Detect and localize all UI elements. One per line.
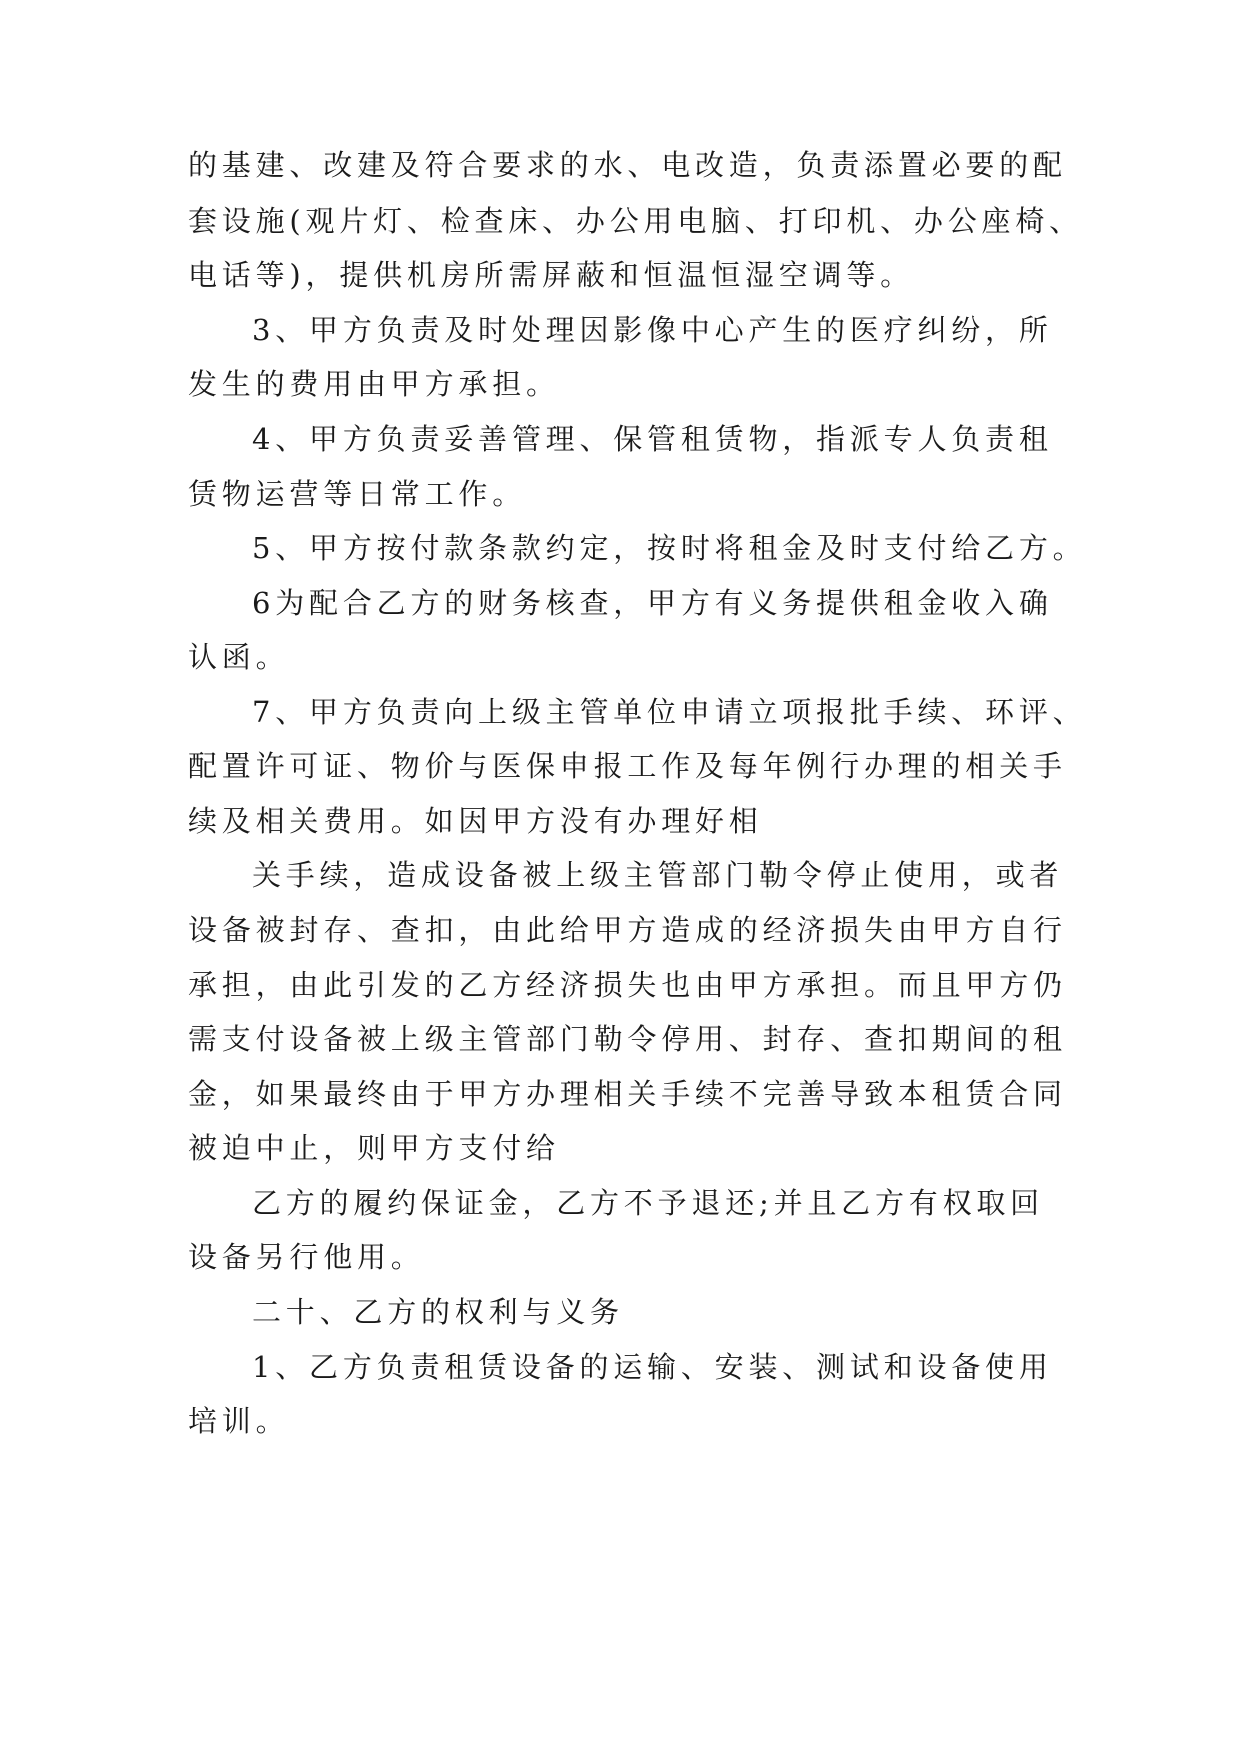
text-line: 配置许可证、物价与医保申报工作及每年例行办理的相关手 bbox=[188, 749, 1067, 783]
text-line: 电话等)，提供机房所需屏蔽和恒温恒湿空调等。 bbox=[188, 258, 914, 292]
text-line: 金，如果最终由于甲方办理相关手续不完善导致本租赁合同 bbox=[188, 1077, 1067, 1111]
text-line: 续及相关费用。如因甲方没有办理好相 bbox=[188, 804, 763, 838]
text-line: 设备另行他用。 bbox=[188, 1240, 425, 1274]
text-line: 套设施(观片灯、检查床、办公用电脑、打印机、办公座椅、 bbox=[188, 204, 1083, 238]
text-line: 被迫中止，则甲方支付给 bbox=[188, 1131, 560, 1165]
paragraph-7-line: 7、甲方负责向上级主管单位申请立项报批手续、环评、 bbox=[252, 695, 1087, 729]
text-line: 承担，由此引发的乙方经济损失也由甲方承担。而且甲方仍 bbox=[188, 968, 1067, 1002]
paragraph-line: 乙方的履约保证金，乙方不予退还;并且乙方有权取回 bbox=[252, 1186, 1044, 1220]
text-line: 认函。 bbox=[188, 640, 290, 674]
text-line: 赁物运营等日常工作。 bbox=[188, 477, 527, 511]
paragraph-3-line: 3、甲方负责及时处理因影像中心产生的医疗纠纷，所 bbox=[252, 313, 1053, 347]
text-line: 发生的费用由甲方承担。 bbox=[188, 367, 560, 401]
paragraph-line: 关手续，造成设备被上级主管部门勒令停止使用，或者 bbox=[252, 858, 1064, 892]
text-line: 的基建、改建及符合要求的水、电改造，负责添置必要的配 bbox=[188, 148, 1067, 182]
paragraph-6-line: 6为配合乙方的财务核查，甲方有义务提供租金收入确 bbox=[252, 586, 1053, 620]
paragraph-1-line: 1、乙方负责租赁设备的运输、安装、测试和设备使用 bbox=[252, 1350, 1053, 1384]
paragraph-5-line: 5、甲方按付款条款约定，按时将租金及时支付给乙方。 bbox=[252, 531, 1087, 565]
paragraph-4-line: 4、甲方负责妥善管理、保管租赁物，指派专人负责租 bbox=[252, 422, 1053, 456]
text-line: 设备被封存、查扣，由此给甲方造成的经济损失由甲方自行 bbox=[188, 913, 1067, 947]
section-heading: 二十、乙方的权利与义务 bbox=[252, 1295, 624, 1329]
text-line: 培训。 bbox=[188, 1404, 290, 1438]
text-line: 需支付设备被上级主管部门勒令停用、封存、查扣期间的租 bbox=[188, 1022, 1067, 1056]
